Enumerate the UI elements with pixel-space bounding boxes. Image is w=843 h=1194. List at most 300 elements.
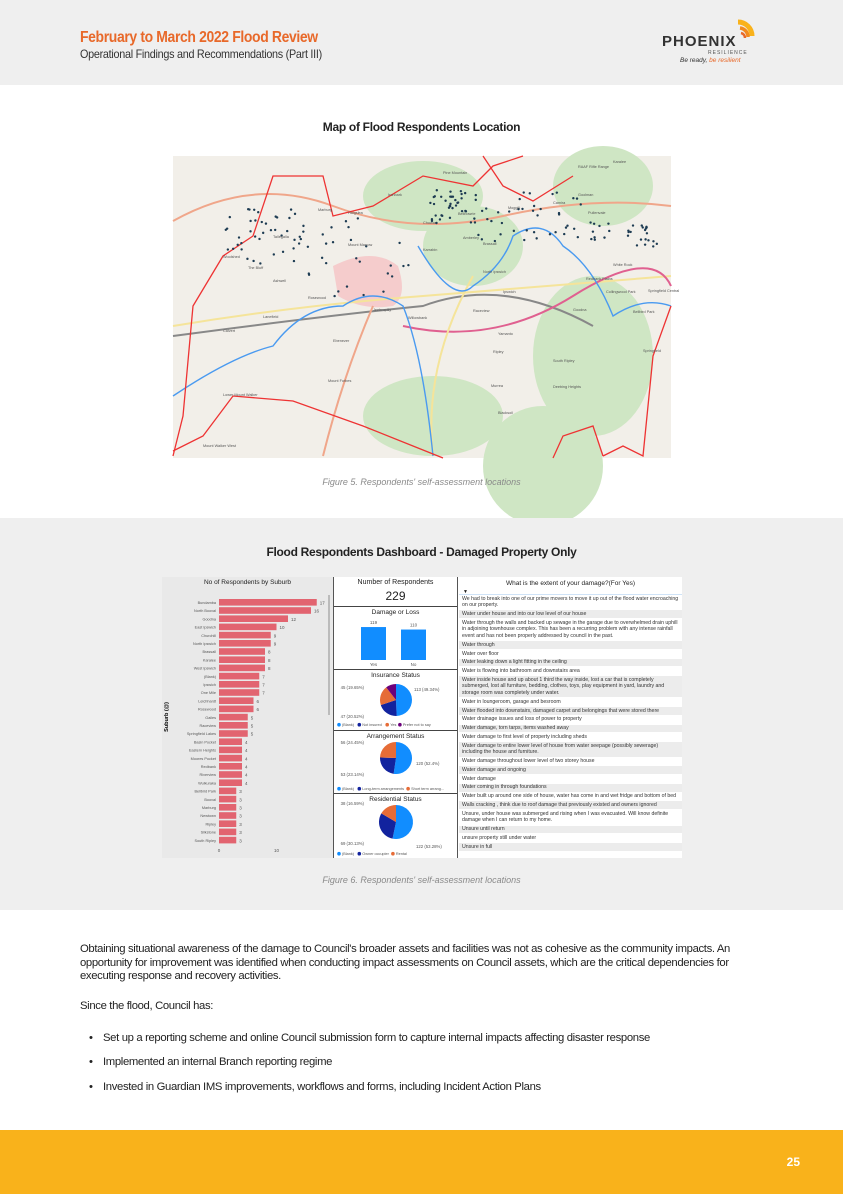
- respondent-point[interactable]: [565, 226, 567, 228]
- respondent-point[interactable]: [362, 294, 364, 296]
- respondent-point[interactable]: [270, 229, 272, 231]
- respondent-point[interactable]: [644, 243, 646, 245]
- page-header: [0, 0, 843, 85]
- respondent-point[interactable]: [450, 196, 452, 198]
- respondent-point[interactable]: [474, 221, 476, 223]
- pie-data-label: 38 (16.59%): [340, 801, 364, 806]
- bar[interactable]: [219, 689, 259, 696]
- bar[interactable]: [219, 632, 271, 639]
- respondent-point[interactable]: [325, 262, 327, 264]
- respondent-point[interactable]: [252, 260, 254, 262]
- bar-value-label: 7: [262, 690, 265, 696]
- map-place-label: Bellbowrie: [458, 212, 476, 216]
- respondent-point[interactable]: [551, 193, 553, 195]
- respondent-point[interactable]: [434, 214, 436, 216]
- respondent-point[interactable]: [398, 242, 400, 244]
- respondent-point[interactable]: [249, 230, 251, 232]
- respondent-point[interactable]: [249, 220, 251, 222]
- respondent-point[interactable]: [572, 197, 574, 199]
- pie-data-label: 69 (30.13%): [340, 841, 364, 846]
- respondent-point[interactable]: [526, 229, 528, 231]
- respondent-point[interactable]: [433, 203, 435, 205]
- map-place-label: Moggill: [508, 206, 521, 210]
- respondent-point[interactable]: [355, 257, 357, 259]
- respondent-point[interactable]: [486, 218, 488, 220]
- legend-label[interactable]: Short term arrang...: [411, 787, 445, 791]
- bar-category-label: Marburg: [201, 806, 216, 810]
- respondent-point[interactable]: [577, 236, 579, 238]
- respondent-point[interactable]: [593, 236, 595, 238]
- bar[interactable]: [219, 656, 265, 663]
- respondent-point[interactable]: [573, 228, 575, 230]
- bar-category-label: Brassall: [202, 650, 216, 655]
- respondent-point[interactable]: [253, 209, 255, 211]
- table-row[interactable]: Water damage and ongoing: [459, 766, 682, 775]
- respondent-point[interactable]: [402, 265, 404, 267]
- bar-value-label: 3: [239, 821, 242, 827]
- x-tick-label: 0: [217, 848, 221, 853]
- x-tick-label: 10: [273, 848, 280, 853]
- respondent-point[interactable]: [302, 225, 304, 227]
- bar-value-label: 6: [256, 707, 260, 713]
- respondent-point[interactable]: [629, 231, 631, 233]
- bar[interactable]: [219, 796, 236, 803]
- insurance-title: Insurance Status: [371, 672, 420, 679]
- legend-marker: [385, 723, 389, 727]
- respondent-point[interactable]: [607, 222, 609, 224]
- respondent-point[interactable]: [652, 245, 654, 247]
- table-row[interactable]: Water damage to entire lower level of house from water seepage (possibly sewerage) including the house and furniture.: [459, 742, 682, 757]
- bar[interactable]: [219, 624, 277, 631]
- respondent-point[interactable]: [357, 217, 359, 219]
- pie-data-label: 53 (23.14%): [340, 772, 364, 777]
- respondent-point[interactable]: [499, 233, 501, 235]
- respondent-point[interactable]: [481, 210, 483, 212]
- svg-text:Be ready, be resilient: Be ready, be resilient: [680, 57, 741, 64]
- map-place-label: RAAF Rifle Range: [578, 165, 610, 169]
- map-place-label: Springfield: [643, 349, 661, 353]
- damage-bar[interactable]: [401, 630, 426, 660]
- map-place-label: Rosewood: [308, 296, 326, 300]
- legend-marker: [406, 787, 410, 791]
- bar-value-label: 6: [256, 698, 260, 704]
- respondent-point[interactable]: [533, 205, 535, 207]
- respondent-point[interactable]: [290, 208, 292, 210]
- legend-label[interactable]: Prefer not to say: [402, 723, 431, 727]
- bar-category-label: North Booval: [194, 609, 216, 614]
- map-place-label: Pine Mountain: [443, 171, 468, 175]
- pie-data-label: 45 (19.65%): [340, 685, 364, 690]
- map-place-label: Amberley: [463, 236, 480, 240]
- respondent-point[interactable]: [523, 191, 525, 193]
- respondent-point[interactable]: [519, 198, 521, 200]
- map-place-label: Chuwar: [423, 221, 437, 225]
- table-row[interactable]: Water leaking down a light fitting in the ceiling: [459, 659, 682, 668]
- respondent-point[interactable]: [532, 210, 534, 212]
- bullet-text: Invested in Guardian IMS improvements, workflows and forms, including Incident Action Plans: [103, 1081, 541, 1093]
- respondent-point[interactable]: [470, 221, 472, 223]
- respondent-point[interactable]: [240, 248, 242, 250]
- bar[interactable]: [219, 714, 248, 721]
- respondent-point[interactable]: [407, 264, 409, 266]
- respondent-point[interactable]: [276, 216, 278, 218]
- bar[interactable]: [219, 607, 311, 614]
- respondent-point[interactable]: [325, 242, 327, 244]
- map-place-label: Karalee: [613, 160, 627, 164]
- respondent-point[interactable]: [652, 240, 654, 242]
- table-row[interactable]: Walls cracking , think due to roof damage that previously existed and owners ignored: [459, 801, 682, 810]
- respondent-point[interactable]: [308, 272, 310, 274]
- respondent-point[interactable]: [298, 242, 300, 244]
- bar[interactable]: [219, 829, 236, 836]
- table-row[interactable]: Water built up around one side of house, water has come in and wet fridge and bottom of bed: [459, 793, 682, 802]
- respondent-point[interactable]: [300, 238, 302, 240]
- damage-category-label: Yes: [369, 662, 378, 667]
- respondent-point[interactable]: [302, 230, 304, 232]
- respondent-point[interactable]: [641, 224, 643, 226]
- respondent-point[interactable]: [589, 221, 591, 223]
- respondent-point[interactable]: [440, 196, 442, 198]
- respondent-point[interactable]: [286, 230, 288, 232]
- table-row[interactable]: unsure property still under water: [459, 834, 682, 843]
- respondent-point[interactable]: [549, 233, 551, 235]
- bar[interactable]: [219, 722, 248, 729]
- respondent-point[interactable]: [475, 194, 477, 196]
- respondent-point[interactable]: [644, 238, 646, 240]
- respondent-point[interactable]: [350, 239, 352, 241]
- bar-category-label: North Ipswich: [192, 642, 216, 646]
- bar-chart-ylabel: Suburb (@): [164, 702, 170, 732]
- bar[interactable]: [219, 599, 317, 606]
- pie-slice[interactable]: [380, 742, 396, 758]
- bar[interactable]: [219, 730, 248, 737]
- respondent-point[interactable]: [536, 214, 538, 216]
- summary-panels: [333, 577, 458, 858]
- table-row[interactable]: Unsure, under house was submerged and rising when I was evacuated. Will know definite damage when I can return to my home.: [459, 810, 682, 825]
- respondents-map[interactable]: [173, 156, 680, 458]
- table-row[interactable]: Water drainage issues and loss of power to property: [459, 716, 682, 725]
- respondent-point[interactable]: [627, 235, 629, 237]
- respondent-point[interactable]: [593, 223, 595, 225]
- table-row[interactable]: Water under house and into our low level of our house: [459, 610, 682, 619]
- respondent-point[interactable]: [227, 248, 229, 250]
- bullet-text: Set up a reporting scheme and online Council submission form to capture internal impacts affecting disaster response: [103, 1032, 650, 1044]
- bar-category-label: Rosewood: [198, 707, 216, 712]
- bar[interactable]: [219, 738, 242, 745]
- respondent-point[interactable]: [475, 199, 477, 201]
- report-subtitle: Operational Findings and Recommendations (Part III): [80, 47, 322, 61]
- respondent-point[interactable]: [594, 239, 596, 241]
- table-row[interactable]: Unsure in full: [459, 843, 682, 852]
- legend-label[interactable]: Not insured: [362, 723, 382, 727]
- table-row[interactable]: Water is flowing into bathroom and downstairs area: [459, 667, 682, 676]
- bullet-item: • Implemented an internal Branch reporting regime: [89, 1056, 333, 1068]
- map-place-label: Ashwell: [273, 279, 287, 283]
- bullet-item: • Invested in Guardian IMS improvements, workflows and forms, including Incident Action Plans: [89, 1081, 541, 1093]
- respondent-point[interactable]: [451, 207, 453, 209]
- respondent-point[interactable]: [229, 216, 231, 218]
- pie-slice[interactable]: [394, 742, 412, 774]
- table-row[interactable]: Water damage, torn tarps, items washed away: [459, 725, 682, 734]
- respondent-point[interactable]: [387, 272, 389, 274]
- respondent-point[interactable]: [521, 208, 523, 210]
- legend-label[interactable]: (Blank): [342, 852, 355, 856]
- respondent-point[interactable]: [382, 290, 384, 292]
- respondent-point[interactable]: [454, 199, 456, 201]
- respondent-point[interactable]: [294, 213, 296, 215]
- legend-label[interactable]: Yes: [390, 723, 397, 727]
- respondent-point[interactable]: [533, 231, 535, 233]
- respondent-point[interactable]: [322, 233, 324, 235]
- page-number: 25: [786, 1155, 800, 1169]
- bar[interactable]: [219, 697, 254, 704]
- figure-5-caption: Figure 5. Respondents' self-assessment locations: [322, 477, 521, 487]
- respondent-point[interactable]: [307, 246, 309, 248]
- respondent-point[interactable]: [288, 217, 290, 219]
- bar[interactable]: [219, 681, 259, 688]
- respondent-point[interactable]: [321, 257, 323, 259]
- respondent-point[interactable]: [345, 220, 347, 222]
- respondent-point[interactable]: [238, 236, 240, 238]
- damage-extent-table[interactable]: [459, 577, 682, 858]
- respondent-point[interactable]: [460, 190, 462, 192]
- bar-category-label: Leichhardt: [198, 699, 216, 704]
- respondent-point[interactable]: [440, 214, 442, 216]
- respondent-point[interactable]: [444, 200, 446, 202]
- respondent-point[interactable]: [455, 204, 457, 206]
- table-row[interactable]: Water inside house and up about 1 third the way inside, lost a car that is completely submerged, lost all furniture, bedding, clothes, toys, play equipment in yard, laundry and storage room was completely under water.: [459, 676, 682, 698]
- respondent-point[interactable]: [566, 224, 568, 226]
- bar[interactable]: [219, 812, 236, 819]
- respondent-point[interactable]: [646, 232, 648, 234]
- legend-label[interactable]: Owner occupier: [362, 852, 389, 856]
- respondent-point[interactable]: [558, 213, 560, 215]
- bar[interactable]: [219, 673, 259, 680]
- map-place-label: Mount Marrow: [348, 243, 373, 247]
- respondent-point[interactable]: [261, 221, 263, 223]
- respondent-point[interactable]: [627, 229, 629, 231]
- pie-slice[interactable]: [380, 757, 396, 773]
- respondent-point[interactable]: [508, 210, 510, 212]
- legend-label[interactable]: Long-term arrangements: [362, 787, 405, 791]
- respondent-point[interactable]: [282, 251, 284, 253]
- legend-marker: [337, 723, 341, 727]
- svg-text:PHOENIX: PHOENIX: [662, 33, 737, 50]
- map-place-label: Woolshed: [223, 255, 240, 259]
- bar[interactable]: [219, 779, 242, 786]
- park-area: [423, 206, 523, 286]
- table-row[interactable]: Water in loungeroom, garage and besroom: [459, 698, 682, 707]
- respondent-point[interactable]: [603, 236, 605, 238]
- respondent-point[interactable]: [293, 239, 295, 241]
- damage-value-label: 119: [369, 620, 378, 626]
- respondent-point[interactable]: [556, 191, 558, 193]
- table-row[interactable]: We had to break into one of our prime movers to move it up out of the flood water encroaching on our property.: [459, 595, 682, 610]
- map-place-label: Goodna: [573, 308, 587, 312]
- respondent-point[interactable]: [347, 226, 349, 228]
- damage-value-label: 110: [409, 622, 418, 628]
- respondents-card: [334, 577, 457, 607]
- bar-value-label: 4: [245, 739, 248, 745]
- table-row[interactable]: Water damage throughout lower level of two storey house: [459, 758, 682, 767]
- respondent-point[interactable]: [640, 238, 642, 240]
- table-row[interactable]: Water through the walls and backed up sewage in the garage due to overwhelmed drain uphill in adjoining townhouse complex. This has been a recurring problem with any intense rainfall event and has not been properly addressed by council in the past.: [459, 619, 682, 641]
- respondent-point[interactable]: [457, 201, 459, 203]
- respondent-point[interactable]: [592, 230, 594, 232]
- respondent-point[interactable]: [647, 239, 649, 241]
- respondent-point[interactable]: [232, 248, 234, 250]
- respondent-point[interactable]: [436, 189, 438, 191]
- respondent-point[interactable]: [590, 238, 592, 240]
- bar[interactable]: [219, 755, 242, 762]
- bar[interactable]: [219, 648, 265, 655]
- bullet-text: Implemented an internal Branch reporting regime: [103, 1056, 333, 1068]
- sort-arrow-icon[interactable]: ▼: [459, 589, 682, 595]
- suburb-bar-chart: [162, 577, 333, 858]
- table-row[interactable]: Water damage: [459, 775, 682, 784]
- respondent-point[interactable]: [529, 192, 531, 194]
- bar[interactable]: [219, 820, 236, 827]
- bar[interactable]: [219, 615, 288, 622]
- respondent-point[interactable]: [299, 236, 301, 238]
- respondent-point[interactable]: [485, 207, 487, 209]
- respondent-point[interactable]: [333, 295, 335, 297]
- respondent-point[interactable]: [439, 218, 441, 220]
- damage-panel: [334, 608, 457, 670]
- bar-value-label: 5: [250, 723, 254, 729]
- respondent-point[interactable]: [254, 235, 256, 237]
- bar-value-label: 7: [262, 674, 265, 680]
- map-place-label: Calvert: [223, 329, 236, 333]
- bar[interactable]: [219, 837, 236, 844]
- respondent-point[interactable]: [259, 262, 261, 264]
- legend-marker: [358, 787, 362, 791]
- scrollbar[interactable]: [328, 595, 330, 715]
- bar-category-label: One Mile: [200, 691, 216, 696]
- respondent-point[interactable]: [460, 193, 462, 195]
- bar-category-label: Basin Pocket: [193, 740, 216, 745]
- respondent-point[interactable]: [580, 203, 582, 205]
- table-row[interactable]: Water flooded into downstairs, damaged carpet and belongings that were stored there: [459, 707, 682, 716]
- respondent-point[interactable]: [391, 275, 393, 277]
- respondent-point[interactable]: [449, 203, 451, 205]
- respondent-point[interactable]: [258, 238, 260, 240]
- bar-category-label: Bundamba: [197, 601, 216, 605]
- respondent-point[interactable]: [554, 231, 556, 233]
- respondent-point[interactable]: [473, 217, 475, 219]
- respondent-point[interactable]: [632, 224, 634, 226]
- respondent-point[interactable]: [434, 195, 436, 197]
- respondent-point[interactable]: [225, 229, 227, 231]
- respondent-point[interactable]: [240, 242, 242, 244]
- bar[interactable]: [219, 706, 254, 713]
- damage-bar[interactable]: [361, 627, 386, 660]
- respondent-point[interactable]: [254, 219, 256, 221]
- respondent-point[interactable]: [265, 222, 267, 224]
- respondent-point[interactable]: [501, 222, 503, 224]
- insurance-panel: [334, 671, 457, 731]
- table-row[interactable]: Unsure until return: [459, 826, 682, 835]
- respondent-point[interactable]: [449, 217, 451, 219]
- respondent-point[interactable]: [535, 237, 537, 239]
- table-row[interactable]: Water over floor: [459, 650, 682, 659]
- bar[interactable]: [219, 747, 242, 754]
- map-place-label: Goolman: [578, 193, 594, 197]
- bar-value-label: 8: [268, 666, 271, 672]
- table-row[interactable]: Water damage to first level of property including sheds: [459, 733, 682, 742]
- bar-value-label: 10: [279, 625, 285, 631]
- respondent-point[interactable]: [262, 232, 264, 234]
- respondent-point[interactable]: [273, 253, 275, 255]
- respondent-point[interactable]: [274, 229, 276, 231]
- respondent-point[interactable]: [598, 225, 600, 227]
- respondent-point[interactable]: [359, 260, 361, 262]
- bar-category-label: South Ripley: [194, 838, 216, 843]
- respondent-point[interactable]: [330, 226, 332, 228]
- figure-6-caption: Figure 6. Respondents' self-assessment locations: [322, 875, 521, 885]
- respondent-point[interactable]: [337, 290, 339, 292]
- respondent-point[interactable]: [464, 192, 466, 194]
- bar[interactable]: [219, 665, 265, 672]
- map-place-label: Ipswich: [503, 290, 516, 294]
- map-place-label: Tallegalla: [273, 235, 289, 239]
- bar[interactable]: [219, 763, 242, 770]
- respondent-point[interactable]: [497, 211, 499, 213]
- bar[interactable]: [219, 640, 271, 647]
- respondent-point[interactable]: [523, 239, 525, 241]
- bar-category-label: Churchill: [201, 633, 216, 638]
- respondent-point[interactable]: [293, 260, 295, 262]
- map-title: Map of Flood Respondents Location: [322, 120, 521, 134]
- damage-title: Damage or Loss: [371, 609, 420, 616]
- table-row[interactable]: Water through: [459, 641, 682, 650]
- respondent-point[interactable]: [292, 247, 294, 249]
- respondent-point[interactable]: [576, 197, 578, 199]
- respondent-point[interactable]: [449, 190, 451, 192]
- bar[interactable]: [219, 788, 236, 795]
- respondent-point[interactable]: [513, 230, 515, 232]
- respondent-point[interactable]: [246, 258, 248, 260]
- bar-value-label: 3: [239, 797, 242, 803]
- respondent-point[interactable]: [563, 233, 565, 235]
- bar[interactable]: [219, 771, 242, 778]
- respondent-point[interactable]: [656, 243, 658, 245]
- respondent-point[interactable]: [490, 220, 492, 222]
- respondent-point[interactable]: [257, 211, 259, 213]
- respondent-point[interactable]: [237, 244, 239, 246]
- respondent-point[interactable]: [248, 208, 250, 210]
- bar[interactable]: [219, 804, 236, 811]
- respondent-point[interactable]: [481, 238, 483, 240]
- bar-value-label: 16: [314, 608, 320, 614]
- table-row[interactable]: Water coming in through foundations: [459, 784, 682, 793]
- respondent-point[interactable]: [390, 264, 392, 266]
- legend-label[interactable]: Rental: [395, 852, 407, 856]
- respondent-point[interactable]: [332, 241, 334, 243]
- respondent-point[interactable]: [346, 285, 348, 287]
- bar-category-label: Ripley: [205, 822, 216, 827]
- respondent-point[interactable]: [645, 227, 647, 229]
- legend-label[interactable]: (Blank): [342, 787, 355, 791]
- legend-label[interactable]: (Blank): [342, 723, 355, 727]
- respondent-point[interactable]: [608, 230, 610, 232]
- respondent-point[interactable]: [460, 197, 462, 199]
- bar-value-label: 4: [245, 764, 248, 770]
- pie-slice[interactable]: [396, 684, 412, 716]
- respondent-point[interactable]: [636, 244, 638, 246]
- respondent-point[interactable]: [539, 208, 541, 210]
- respondent-point[interactable]: [429, 202, 431, 204]
